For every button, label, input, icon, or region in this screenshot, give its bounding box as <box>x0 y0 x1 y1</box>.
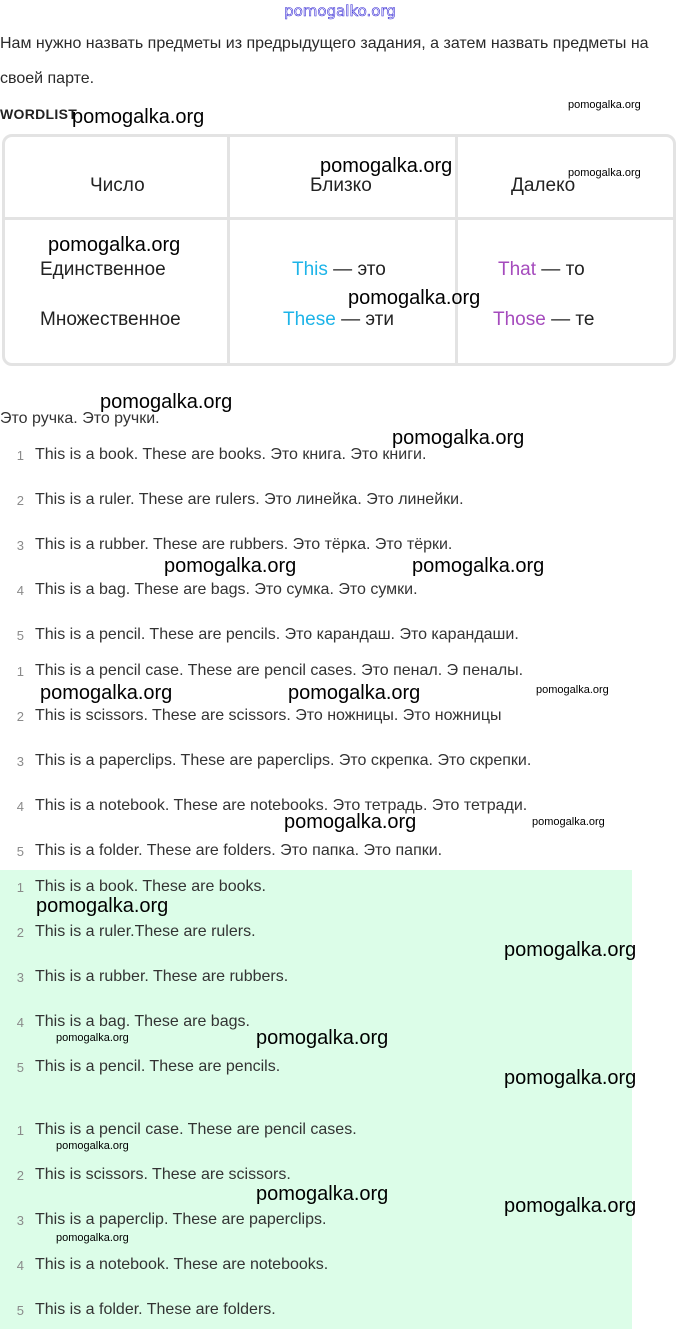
watermark: pomogalka.org <box>536 684 609 696</box>
watermark: pomogalka.org <box>72 106 205 128</box>
watermark: pomogalka.org <box>412 555 545 577</box>
table-divider <box>227 137 230 363</box>
translation: — это <box>327 259 386 280</box>
translation: — те <box>545 309 595 330</box>
watermark: pomogalka.org <box>256 1027 389 1049</box>
intro-text: Нам нужно назвать предметы из предрыдущего задания, а затем назвать предметы на своей парте. <box>0 35 649 87</box>
watermark: pomogalka.org <box>56 1140 129 1152</box>
watermark: pomogalka.org <box>284 811 417 833</box>
watermark: pomogalka.org <box>504 1067 637 1089</box>
table-divider <box>5 217 673 220</box>
header-number: Число <box>90 175 145 196</box>
word-these: These <box>283 309 336 330</box>
watermark: pomogalka.org <box>164 555 297 577</box>
caption-text: Это ручка. Это ручки. <box>0 410 160 427</box>
watermark: pomogalka.org <box>40 682 173 704</box>
header-near: Близко <box>310 175 372 196</box>
watermark: pomogalka.org <box>568 167 641 179</box>
table-divider <box>455 137 458 363</box>
row-plural-label: Множественное <box>40 309 181 330</box>
watermark: pomogalka.org <box>392 427 525 449</box>
site-link[interactable]: pomogalko.org <box>284 2 396 20</box>
watermark: pomogalka.org <box>36 895 169 917</box>
word-this: This <box>292 259 328 280</box>
row-singular-far <box>498 259 585 281</box>
row-singular-near <box>292 259 386 281</box>
watermark: pomogalka.org <box>568 99 641 111</box>
word-that: That <box>498 259 537 280</box>
watermark: pomogalka.org <box>100 391 233 413</box>
watermark: pomogalka.org <box>532 816 605 828</box>
watermark: pomogalka.org <box>504 939 637 961</box>
row-plural-far <box>493 309 594 331</box>
header-far: Далеко <box>511 175 576 196</box>
translation: — то <box>536 259 585 280</box>
watermark: pomogalka.org <box>288 682 421 704</box>
word-those: Those <box>493 309 546 330</box>
watermark: pomogalka.org <box>256 1183 389 1205</box>
row-plural-near <box>283 309 394 331</box>
watermark: pomogalka.org <box>48 234 181 256</box>
watermark: pomogalka.org <box>56 1232 129 1244</box>
watermark: pomogalka.org <box>348 287 481 309</box>
watermark: pomogalka.org <box>56 1032 129 1044</box>
wordlist-label: WORDLIST <box>0 106 78 122</box>
watermark: pomogalka.org <box>504 1195 637 1217</box>
translation: — эти <box>335 309 394 330</box>
row-singular-label: Единственное <box>40 259 166 280</box>
watermark: pomogalka.org <box>320 155 453 177</box>
